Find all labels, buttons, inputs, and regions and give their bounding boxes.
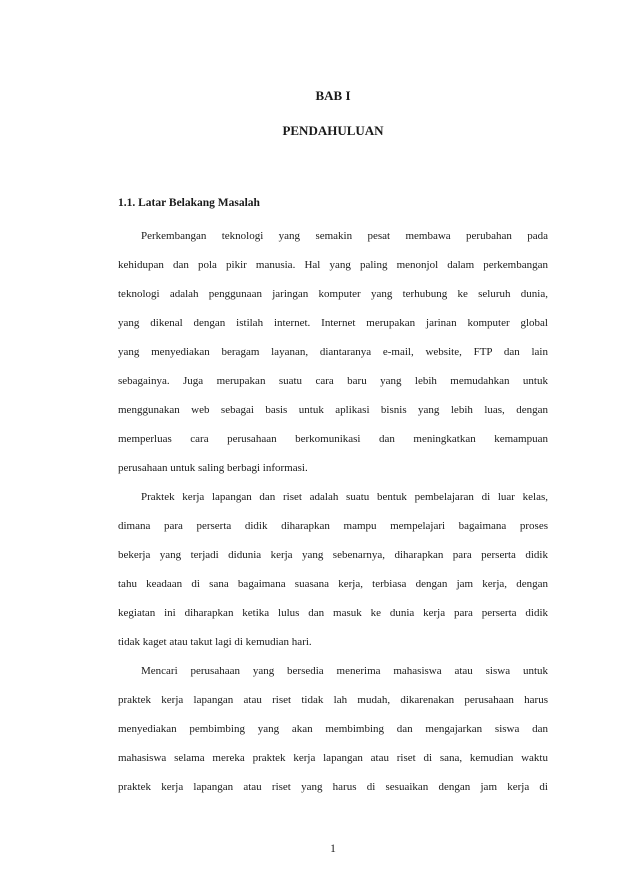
paragraph-line: Praktek kerja lapangan dan riset adalah suatu bentuk pembelajaran di luar kelas, [141, 491, 548, 503]
chapter-number: BAB I [315, 88, 351, 103]
paragraph-line: perusahaan untuk saling berbagi informasi. [118, 462, 308, 474]
paragraph-line: praktek kerja lapangan atau riset yang harus di sesuaikan dengan jam kerja di [118, 781, 548, 793]
paragraph-line: bekerja yang terjadi didunia kerja yang sebenarnya, diharapkan para perserta didik [118, 549, 548, 561]
paragraph-line: Perkembangan teknologi yang semakin pesat membawa perubahan pada [141, 230, 548, 242]
paragraph-line: teknologi adalah penggunaan jaringan komputer yang terhubung ke seluruh dunia, [118, 288, 548, 300]
paragraph-line: tahu keadaan di sana bagaimana suasana kerja, terbiasa dengan jam kerja, dengan [118, 578, 548, 590]
paragraph-line: yang menyediakan beragam layanan, diantaranya e-mail, website, FTP dan lain [118, 346, 548, 358]
paragraph-line: dimana para perserta didik diharapkan mampu mempelajari bagaimana proses [118, 520, 548, 532]
paragraph-line: Mencari perusahaan yang bersedia menerima mahasiswa atau siswa untuk [141, 665, 548, 677]
paragraph-line: mahasiswa selama mereka praktek kerja lapangan atau riset di sana, kemudian waktu [118, 752, 548, 764]
paragraph-line: kegiatan ini diharapkan ketika lulus dan masuk ke dunia kerja para perserta didik [118, 607, 548, 619]
section-heading: 1.1. Latar Belakang Masalah [118, 197, 260, 209]
page-number: 1 [330, 843, 336, 855]
paragraph-line: sebagainya. Juga merupakan suatu cara baru yang lebih memudahkan untuk [118, 375, 548, 387]
paragraph-line: kehidupan dan pola pikir manusia. Hal yang paling menonjol dalam perkembangan [118, 259, 548, 271]
paragraph-line: menggunakan web sebagai basis untuk aplikasi bisnis yang lebih luas, dengan [118, 404, 548, 416]
chapter-title: PENDAHULUAN [282, 123, 384, 138]
paragraph-line: praktek kerja lapangan atau riset tidak lah mudah, dikarenakan perusahaan harus [118, 694, 548, 706]
paragraph-line: memperluas cara perusahaan berkomunikasi dan meningkatkan kemampuan [118, 433, 548, 445]
paragraph-line: menyediakan pembimbing yang akan membimbing dan mengajarkan siswa dan [118, 723, 548, 735]
paragraph-line: tidak kaget atau takut lagi di kemudian hari. [118, 636, 312, 648]
paragraph-line: yang dikenal dengan istilah internet. Internet merupakan jarinan komputer global [118, 317, 548, 329]
